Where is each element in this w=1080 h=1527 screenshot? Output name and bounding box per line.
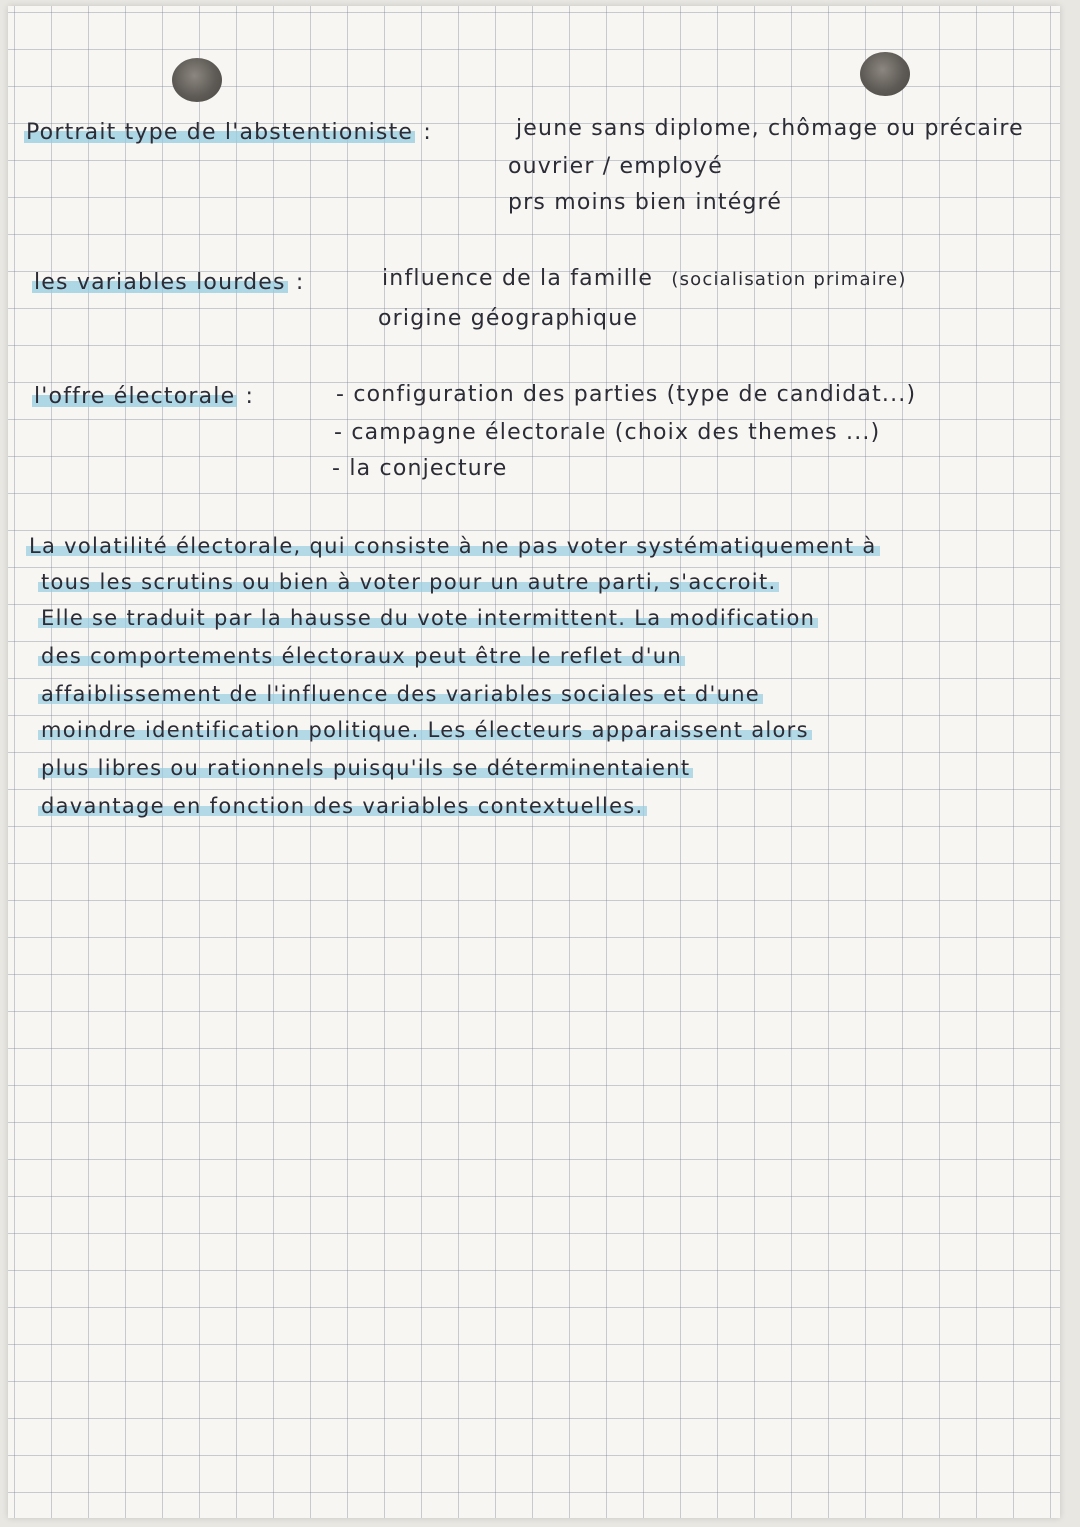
portrait-separator: : bbox=[423, 120, 432, 145]
offre-separator: : bbox=[245, 384, 255, 409]
portrait-item-3: prs moins bien intégré bbox=[508, 190, 783, 215]
punch-hole-right bbox=[860, 52, 910, 96]
offre-item-1: - configuration des parties (type de candidat...) bbox=[336, 382, 917, 407]
portrait-item-2: ouvrier / employé bbox=[508, 154, 724, 179]
variables-item-1: influence de la famille bbox=[382, 266, 654, 291]
variables-item-2: origine géographique bbox=[378, 306, 639, 331]
variables-item-1-note: (socialisation primaire) bbox=[671, 269, 907, 290]
offre-heading: l'offre électorale bbox=[34, 384, 236, 409]
portrait-heading-row bbox=[24, 122, 432, 144]
paragraph-line-7: plus libres ou rationnels puisqu'ils se déterminentaient bbox=[38, 758, 693, 779]
variables-separator: : bbox=[295, 270, 305, 295]
paragraph-line-8: davantage en fonction des variables contextuelles. bbox=[38, 796, 647, 817]
paragraph-line-5: affaiblissement de l'influence des variables sociales et d'une bbox=[38, 684, 763, 705]
offre-item-2: - campagne électorale (choix des themes ...) bbox=[334, 420, 881, 445]
paragraph-line-2: tous les scrutins ou bien à voter pour un autre parti, s'accroit. bbox=[38, 572, 779, 593]
punch-hole-left bbox=[172, 58, 222, 102]
offre-heading-row bbox=[32, 386, 254, 408]
paragraph-line-6: moindre identification politique. Les électeurs apparaissent alors bbox=[38, 720, 812, 741]
variables-item-1-row bbox=[382, 268, 907, 290]
variables-heading-row bbox=[32, 272, 304, 294]
portrait-item-1: jeune sans diplome, chômage ou précaire bbox=[516, 116, 1024, 141]
portrait-heading: Portrait type de l'abstentioniste bbox=[26, 120, 414, 145]
paragraph-line-4: des comportements électoraux peut être le reflet d'un bbox=[38, 646, 685, 667]
notebook-page bbox=[8, 6, 1060, 1518]
variables-heading: les variables lourdes bbox=[34, 270, 286, 295]
paragraph-line-3: Elle se traduit par la hausse du vote intermittent. La modification bbox=[38, 608, 818, 629]
offre-item-3: - la conjecture bbox=[332, 456, 508, 481]
paragraph-line-1: La volatilité électorale, qui consiste à ne pas voter systématiquement à bbox=[26, 536, 880, 557]
